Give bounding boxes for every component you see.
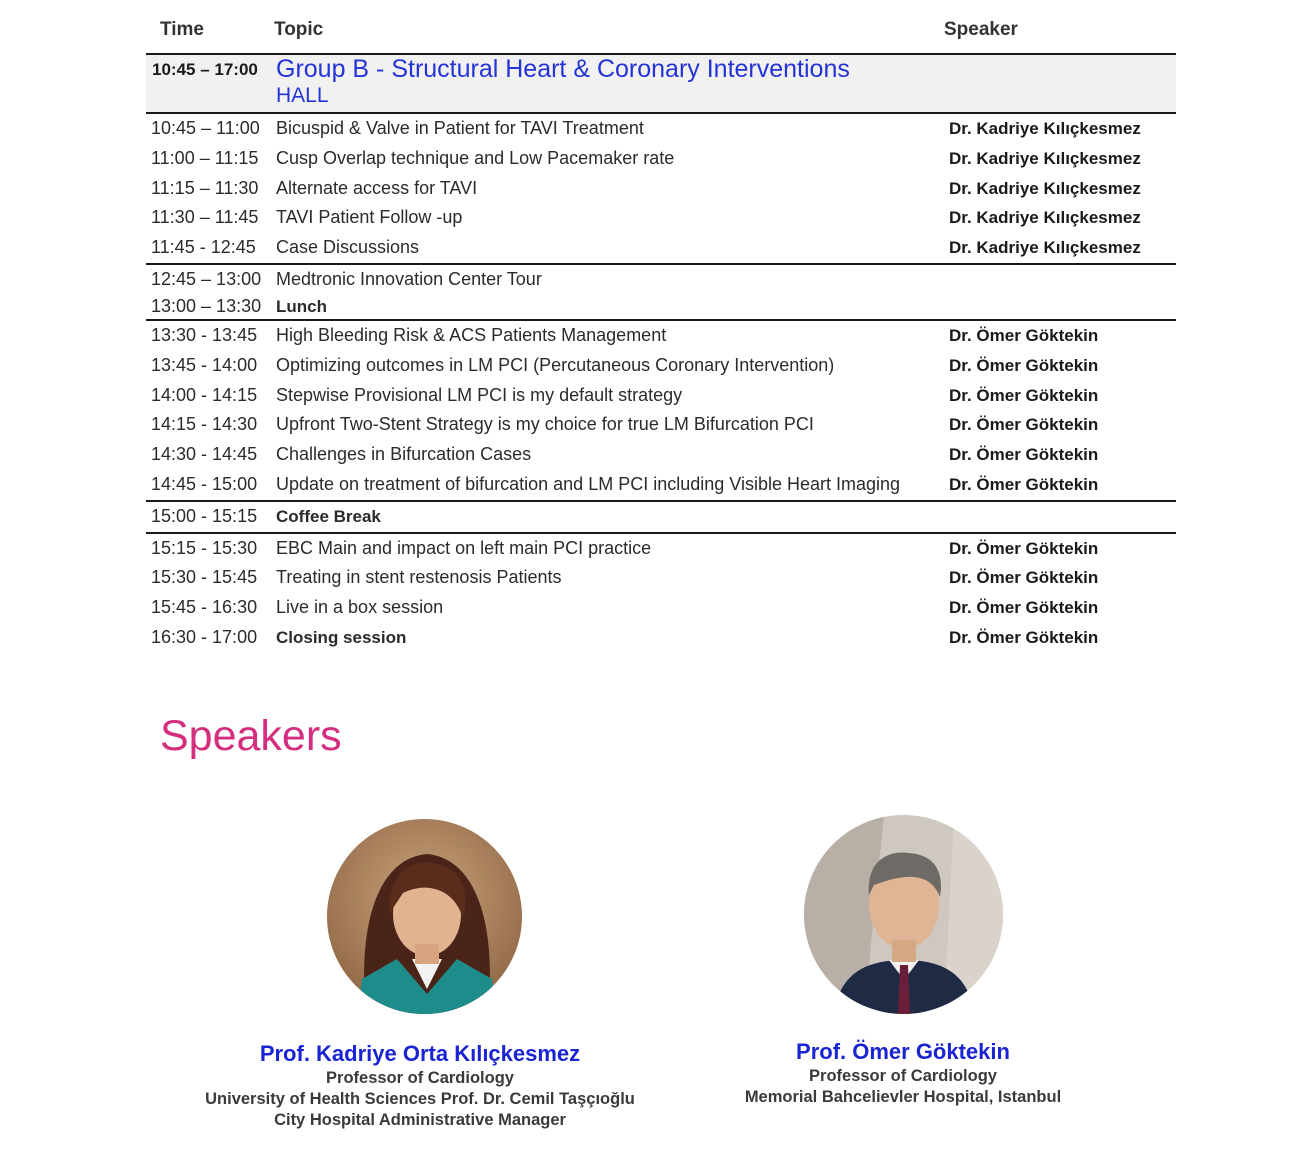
row-speaker: Dr. Ömer Göktekin [949, 538, 1099, 558]
table-row [146, 623, 1176, 653]
row-topic: Optimizing outcomes in LM PCI (Percutaneous Coronary Intervention) [276, 354, 835, 375]
group-header-row [146, 53, 1176, 114]
row-time: 14:30 - 14:45 [151, 444, 258, 465]
row-speaker: Dr. Ömer Göktekin [949, 568, 1099, 588]
row-time: 15:15 - 15:30 [151, 537, 258, 558]
header-topic: Topic [274, 19, 324, 40]
table-row [146, 174, 1176, 204]
row-topic: Case Discussions [276, 237, 420, 258]
table-row [146, 265, 1176, 292]
row-topic: Treating in stent restenosis Patients [276, 567, 562, 588]
row-time: 14:00 - 14:15 [151, 384, 258, 405]
row-topic: Medtronic Innovation Center Tour [276, 268, 542, 289]
row-time: 12:45 – 13:00 [151, 268, 262, 289]
row-time: 13:45 - 14:00 [151, 354, 258, 375]
row-time: 16:30 - 17:00 [151, 626, 258, 647]
row-time: 15:30 - 15:45 [151, 567, 258, 588]
row-topic: EBC Main and impact on left main PCI practice [276, 537, 652, 558]
table-row [146, 381, 1176, 411]
group-title: Group B - Structural Heart & Coronary Interventions [276, 55, 850, 83]
row-speaker: Dr. Ömer Göktekin [949, 415, 1099, 435]
agenda-table [146, 0, 1176, 653]
group-hall: HALL [276, 84, 329, 107]
speaker-card-kadriye [170, 1040, 670, 1131]
row-time: 11:15 – 11:30 [151, 177, 259, 198]
row-speaker: Dr. Ömer Göktekin [949, 627, 1099, 647]
table-row [146, 502, 1176, 532]
row-time: 11:30 – 11:45 [151, 207, 259, 228]
table-row [146, 593, 1176, 623]
row-topic: Upfront Two-Stent Strategy is my choice for true LM Bifurcation PCI [276, 414, 814, 435]
portrait-woman-icon [327, 819, 522, 1014]
speaker-affiliation: University of Health Sciences Prof. Dr. Cemil Taşçıoğlu [205, 1090, 635, 1108]
portrait-man-icon [804, 815, 1003, 1014]
row-speaker: Dr. Kadriye Kılıçkesmez [949, 178, 1141, 198]
table-row [146, 351, 1176, 381]
row-speaker: Dr. Ömer Göktekin [949, 325, 1099, 345]
speaker-name: Prof. Kadriye Orta Kılıçkesmez [259, 1041, 581, 1066]
row-topic: Alternate access for TAVI [276, 177, 478, 198]
row-topic: Cusp Overlap technique and Low Pacemaker rate [276, 147, 675, 168]
speaker-affiliation: Memorial Bahcelievler Hospital, Istanbul [744, 1088, 1062, 1106]
agenda-sections [146, 114, 1176, 653]
row-speaker: Dr. Kadriye Kılıçkesmez [949, 148, 1141, 168]
agenda-section [146, 534, 1176, 653]
agenda-section [146, 502, 1176, 534]
header-time: Time [160, 19, 205, 40]
row-speaker: Dr. Ömer Göktekin [949, 598, 1099, 618]
speaker-photo-kadriye [327, 819, 522, 1014]
row-speaker: Dr. Kadriye Kılıçkesmez [949, 238, 1141, 258]
speaker-role: Professor of Cardiology [326, 1069, 514, 1087]
table-row [146, 440, 1176, 470]
row-speaker: Dr. Ömer Göktekin [949, 385, 1099, 405]
speaker-role: Professor of Cardiology [809, 1067, 997, 1085]
table-row [146, 233, 1176, 263]
group-time: 10:45 – 17:00 [152, 60, 258, 79]
row-speaker: Dr. Ömer Göktekin [949, 355, 1099, 375]
row-time: 14:45 - 15:00 [151, 473, 258, 494]
speaker-position: City Hospital Administrative Manager [274, 1111, 566, 1129]
row-time: 14:15 - 14:30 [151, 414, 258, 435]
table-row [146, 534, 1176, 564]
table-row [146, 144, 1176, 174]
table-row [146, 203, 1176, 233]
speaker-name: Prof. Ömer Göktekin [796, 1039, 1010, 1064]
row-time: 15:45 - 16:30 [151, 597, 258, 618]
row-speaker: Dr. Kadriye Kılıçkesmez [949, 208, 1141, 228]
speaker-card-omer [653, 1038, 1153, 1108]
agenda-section [146, 265, 1176, 321]
row-topic: High Bleeding Risk & ACS Patients Management [276, 324, 667, 345]
row-time: 13:00 – 13:30 [151, 295, 262, 316]
header-speaker: Speaker [944, 19, 1018, 40]
table-row [146, 292, 1176, 319]
row-time: 13:30 - 13:45 [151, 324, 258, 345]
row-topic: Coffee Break [276, 506, 381, 526]
row-topic: Update on treatment of bifurcation and LM PCI including Visible Heart Imaging [276, 473, 901, 494]
row-topic: Closing session [276, 627, 407, 647]
speaker-photo-omer [804, 815, 1003, 1014]
row-time: 10:45 – 11:00 [151, 118, 260, 138]
row-topic: Stepwise Provisional LM PCI is my default strategy [276, 384, 683, 405]
row-speaker: Dr. Ömer Göktekin [949, 445, 1099, 465]
table-row [146, 410, 1176, 440]
row-topic: Bicuspid & Valve in Patient for TAVI Treatment [276, 118, 644, 138]
table-row [146, 563, 1176, 593]
row-topic: Live in a box session [276, 597, 444, 618]
row-topic: TAVI Patient Follow -up [276, 207, 463, 228]
table-row [146, 470, 1176, 500]
row-speaker: Dr. Kadriye Kılıçkesmez [949, 119, 1141, 138]
row-topic: Lunch [276, 296, 327, 316]
agenda-section [146, 321, 1176, 502]
table-row [146, 114, 1176, 144]
row-topic: Challenges in Bifurcation Cases [276, 444, 532, 465]
row-time: 11:45 - 12:45 [151, 237, 256, 258]
row-time: 11:00 – 11:15 [151, 147, 259, 168]
row-time: 15:00 - 15:15 [151, 505, 258, 526]
agenda-section [146, 114, 1176, 265]
row-speaker: Dr. Ömer Göktekin [949, 474, 1099, 494]
speakers-heading: Speakers [160, 712, 342, 760]
table-header [146, 0, 1176, 53]
table-row [146, 321, 1176, 351]
